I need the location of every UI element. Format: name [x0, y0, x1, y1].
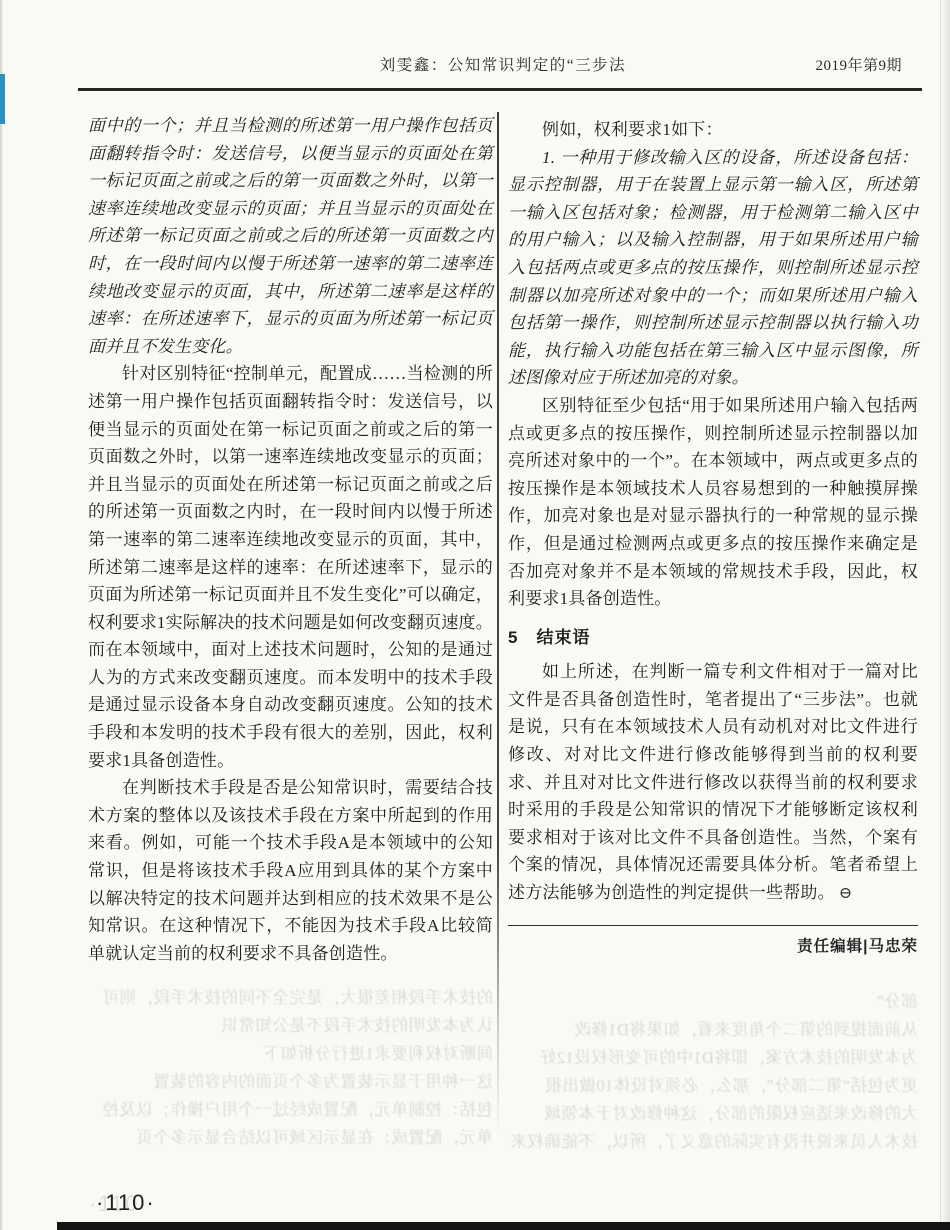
article-end-icon: ⊖ [838, 885, 853, 903]
bleed-through-line: 更为包括“第二部分”，那么，必须对设体10做出很 [544, 1076, 918, 1095]
bleed-through-line: 技术人员来说并没有实际的意义了，所以，不能确权来 [510, 1132, 918, 1151]
header-rule [78, 88, 922, 91]
analysis-paragraph: 针对区别特征“控制单元，配置成……当检测的所述第一用户操作包括页面翻转指令时：发送信号，以便当显示的页面处在第一标记页面之前或之后的第一页面数之外时，以第一速率连续地改变显示的页面；并且当显示的页面处在所述第一标记页面之前或之后的所述第一页面数之内时，在一段时间内以慢于所述第一速率的第二速率连续地改变显示的页面，其中，所述第二速率是这样的速率：在所述速率下，显示的页面为所述第一标记页面并且不发生变化”可以确定，权利要求1实际解决的技术问题是如何改变翻页速度。而在本领域中，面对上述技术问题时，公知的是通过人为的方式来改变翻页速度。而本发明中的技术手段是通过显示设备本身自动改变翻页速度。公知的技术手段和本发明的技术手段有很大的差别，因此，权利要求1具备创造性。 [88, 364, 493, 770]
analysis-paragraph: 区别特征至少包括“用于如果所述用户输入包括两点或更多点的按压操作，则控制所述显示控制器以加亮所述对象中的一个”。在本领域中，两点或更多点的按压操作是本领域技术人员容易想到的一种触摸屏操作，加亮对象也是对显示器执行的一种常规的显示操作，但是通过检测两点或更多点的按压操作来确定是否加亮对象并不是本领域的常规技术手段，因此，权利要求1具备创造性。 [508, 395, 918, 609]
bleed-through-line: 的技术手段相差很大，是完全不同的技术手段，则可 [102, 988, 493, 1007]
column-divider [497, 112, 499, 1137]
editor-credit: 责任编辑|马忠荣 [797, 937, 918, 955]
claim-1-paragraph: 1. 一种用于修改输入区的设备，所述设备包括：显示控制器，用于在装置上显示第一输入区，所述第一输入区包括对象；检测器，用于检测第二输入区中的用户输入；以及输入控制器，用于如果所述用户输入包括两点或更多点的按压操作，则控制所述显示控制器以加亮所述对象中的一个；而如果所述用户输入包括第一操作，则控制所述显示控制器以执行输入功能，执行输入功能包括在第三输入区中显示图像，所述图像对应于所述加亮的对象。 [508, 147, 918, 388]
issue-label: 2019年第9期 [815, 58, 902, 74]
right-column [508, 116, 918, 960]
bleed-through-line: 从前面提到的第二个角度来看，如果将D1修改 [573, 1020, 918, 1039]
bleed-through-line: 认为本发明的技术手段不是公知常识 [221, 1016, 493, 1035]
section-heading-conclusion: 5 结束语 [508, 627, 591, 647]
bleed-through-line: 包括：控制单元，配置成经过一个用户操作；以及控 [102, 1100, 493, 1119]
editor-rule [508, 925, 918, 926]
bleed-through-left [88, 984, 493, 1152]
bleed-through-line: 为本发明的技术方案，即将D1中的可变形权设12好 [539, 1048, 918, 1067]
bleed-through-right [508, 988, 918, 1156]
blue-edge-tab [0, 74, 5, 124]
scan-right-edge [940, 0, 950, 1230]
scan-bottom-bar [57, 1222, 950, 1230]
page-number: ·110· [96, 1190, 156, 1215]
claim-continuation-paragraph: 面中的一个；并且当检测的所述第一用户操作包括页面翻转指令时：发送信号，以便当显示的页面处在第一标记页面之前或之后的第一页面数之外时，以第一速率连续地改变显示的页面；并且当显示的页面处在所述第一标记页面之前或之后的所述第一页面数之内时，在一段时间内以慢于所述第一速率的第二速率连续地改变显示的页面，其中，所述第二速率是这样的速率：在所述速率下，显示的页面为所述第一标记页面并且不发生变化。 [88, 116, 493, 356]
conclusion-text: 如上所述，在判断一篇专利文件相对于一篇对比文件是否具备创造性时，笔者提出了“三步法”。也就是说，只有在本领域技术人员有动机对对比文件进行修改、对对比文件进行修改能够得到当前的权利要求、并且对对比文件进行修改以获得当前的权利要求时采用的手段是公知常识的情况下才能够断定该权利要求相对于该对比文件不具备创造性。当然，个案有个案的情况，具体情况还需要具体分析。笔者希望上述方法能够为创造性的判定提供一些帮助。 [508, 662, 918, 903]
analysis-paragraph: 在判断技术手段是否是公知常识时，需要结合技术方案的整体以及该技术手段在方案中所起到的作用来看。例如，可能一个技术手段A是本领域中的公知常识，但是将该技术手段A应用到具体的某个方案中以解决特定的技术问题并达到相应的技术效果不是公知常识。在这种情况下，不能因为技术手段A比较简单就认定当前的权利要求不具备创造性。 [88, 778, 493, 963]
left-column [88, 112, 493, 967]
bleed-through-line: 部分” [876, 992, 918, 1011]
scan-left-edge [0, 0, 3, 1230]
bleed-through-line: 这一种用于显示装置为多个页面的内容的装置 [153, 1072, 493, 1091]
conclusion-paragraph [508, 658, 918, 907]
bleed-through-line: 间断对权利要求1进行分析如下 [263, 1044, 493, 1063]
bleed-through-line: 大的修改来适应权限的部分，这种修改对于本领域 [544, 1104, 918, 1123]
intro-paragraph: 例如，权利要求1如下： [542, 120, 723, 139]
running-title: 刘雯鑫：公知常识判定的“三步法 [379, 57, 627, 74]
bleed-through-line: 单元，配置成：在显示区域可以结合显示多个页 [136, 1128, 493, 1147]
